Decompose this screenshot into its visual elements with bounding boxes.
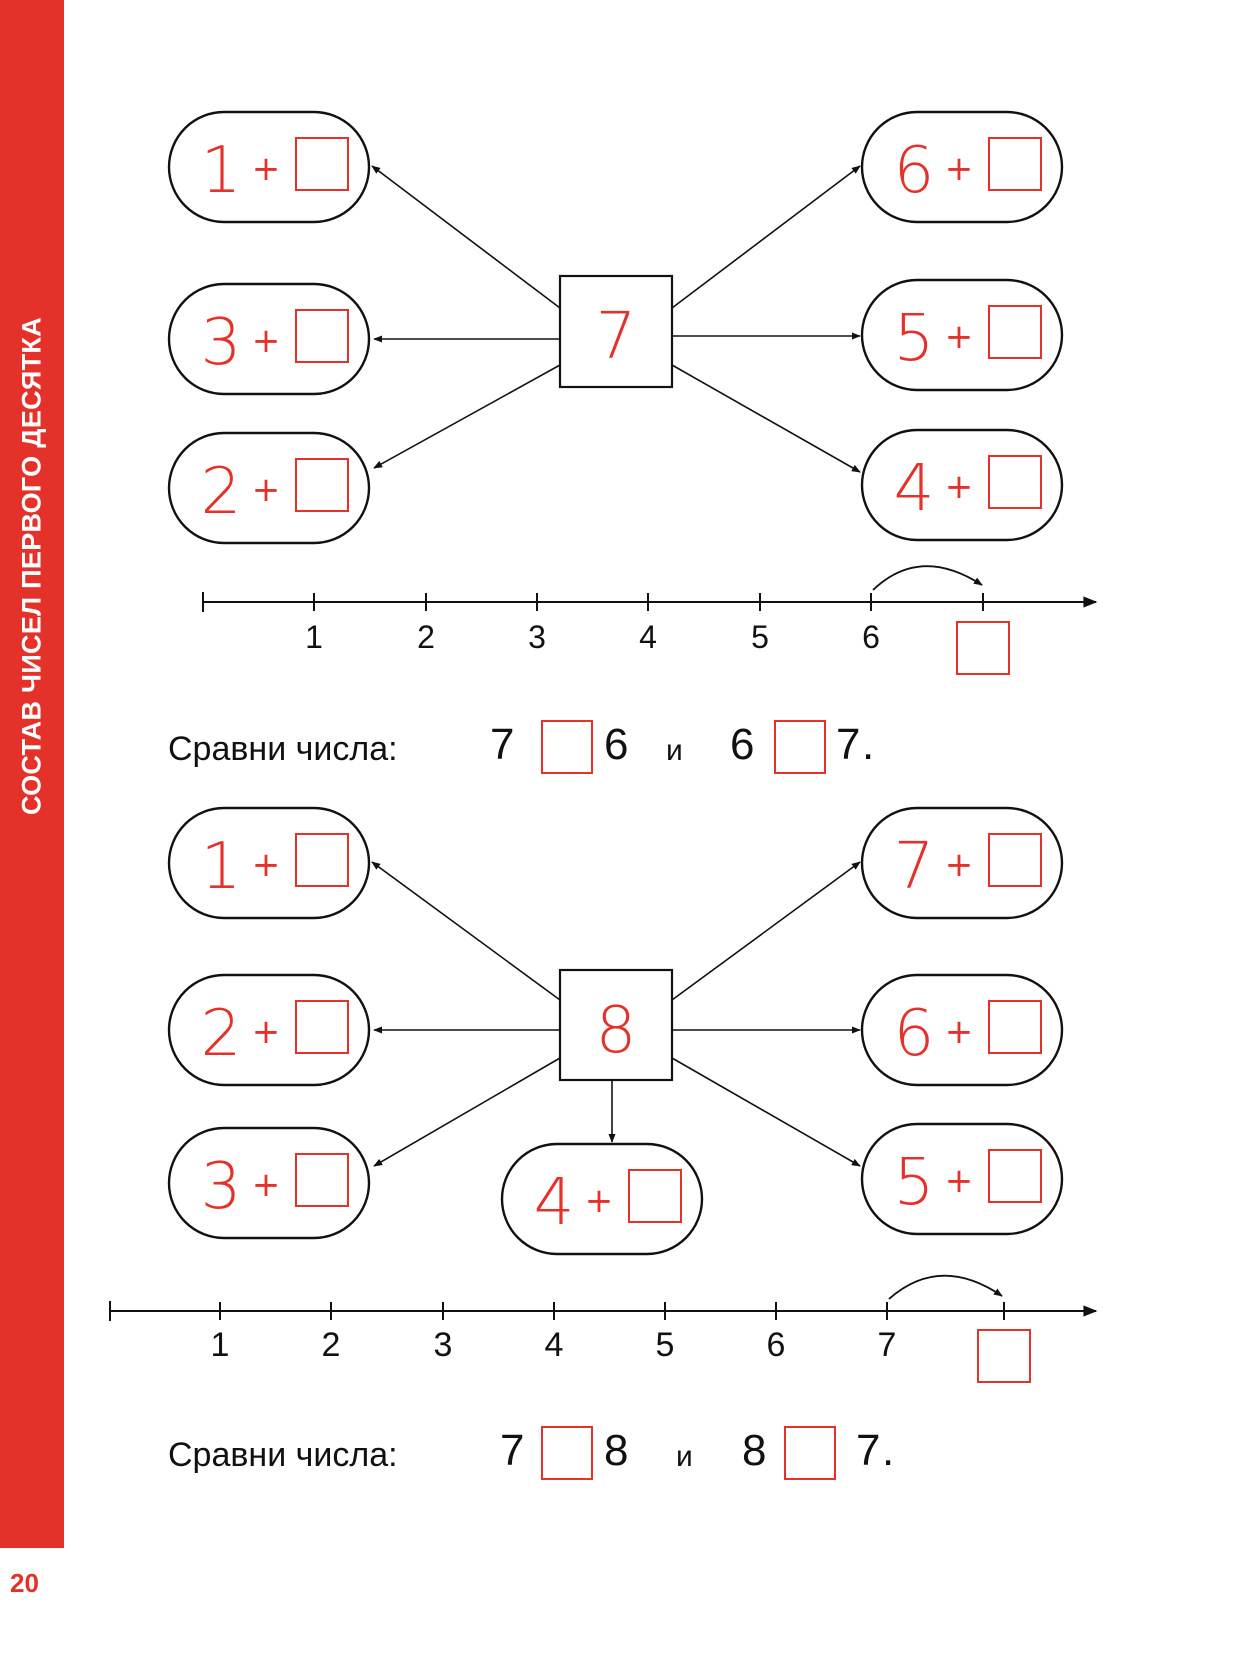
compare-label: Сравни числа: <box>168 730 398 768</box>
addend-pill <box>502 1144 702 1254</box>
tick-label: 3 <box>528 619 546 655</box>
center-number: 8 <box>595 994 637 1068</box>
page-number: 20 <box>10 1568 39 1598</box>
tick-label: 5 <box>655 1326 675 1364</box>
arrow <box>672 862 860 1000</box>
section-2-diagram <box>110 808 1096 1382</box>
answer-box[interactable] <box>296 138 348 190</box>
tick-label: 4 <box>544 1326 564 1364</box>
addend-pill <box>862 808 1062 918</box>
addend-digit: 5 <box>893 1146 935 1220</box>
plus-sign: + <box>251 470 281 510</box>
addend-pill <box>169 433 369 543</box>
tick-label: 5 <box>751 619 769 655</box>
tick-label: 7 <box>877 1326 897 1364</box>
compare-number: 7 <box>836 720 861 769</box>
tick-label: 3 <box>433 1326 453 1364</box>
compare-answer-box[interactable] <box>774 720 826 774</box>
addend-pill <box>862 280 1062 390</box>
tick-label: 2 <box>417 619 435 655</box>
compare-answer-box[interactable] <box>541 720 593 774</box>
addend-digit: 3 <box>200 1150 242 1224</box>
compare-number: 6 <box>604 720 629 769</box>
answer-box[interactable] <box>989 1150 1041 1202</box>
arrow <box>672 365 860 472</box>
tick-label: 1 <box>305 619 323 655</box>
addend-pill <box>169 112 369 222</box>
plus-sign: + <box>944 149 974 189</box>
addend-pill <box>169 1128 369 1238</box>
compare-number: 8 <box>742 1426 767 1475</box>
plus-sign: + <box>251 1012 281 1052</box>
plus-sign: + <box>944 317 974 357</box>
addend-pill <box>862 430 1062 540</box>
compare-label: Сравни числа: <box>168 1436 398 1474</box>
plus-sign: + <box>944 845 974 885</box>
answer-box[interactable] <box>296 310 348 362</box>
addend-digit: 7 <box>893 830 935 904</box>
arrow <box>672 1058 860 1166</box>
plus-sign: + <box>944 1012 974 1052</box>
number-line <box>110 1276 1096 1382</box>
addend-digit: 6 <box>893 997 935 1071</box>
plus-sign: + <box>251 1165 281 1205</box>
jump-arrow <box>873 566 982 590</box>
arrow <box>372 166 560 308</box>
addend-digit: 4 <box>533 1166 575 1240</box>
plus-sign: + <box>944 1161 974 1201</box>
addend-digit: 2 <box>200 997 242 1071</box>
answer-box[interactable] <box>989 456 1041 508</box>
plus-sign: + <box>251 149 281 189</box>
answer-box[interactable] <box>989 306 1041 358</box>
tick-label: 2 <box>321 1326 341 1364</box>
addend-digit: 2 <box>200 455 242 529</box>
number-line <box>203 566 1096 674</box>
compare-number: 8 <box>604 1426 629 1475</box>
section-1-diagram <box>169 112 1096 674</box>
answer-box[interactable] <box>629 1170 681 1222</box>
center-number: 7 <box>595 300 637 374</box>
addend-digit: 3 <box>200 306 242 380</box>
addend-pill <box>169 284 369 394</box>
plus-sign: + <box>251 321 281 361</box>
period: . <box>862 720 875 769</box>
addend-pill <box>862 112 1062 222</box>
addend-digit: 4 <box>893 452 935 526</box>
answer-box[interactable] <box>296 1154 348 1206</box>
sidebar-title: СОСТАВ ЧИСЕЛ ПЕРВОГО ДЕСЯТКА <box>16 317 47 815</box>
compare-answer-box[interactable] <box>541 1426 593 1480</box>
answer-box[interactable] <box>296 834 348 886</box>
addend-digit: 6 <box>893 134 935 208</box>
addend-pill <box>862 975 1062 1085</box>
jump-arrow <box>889 1276 1002 1299</box>
answer-box[interactable] <box>978 1330 1030 1382</box>
answer-box[interactable] <box>296 459 348 511</box>
tick-label: 6 <box>766 1326 786 1364</box>
addend-digit: 1 <box>200 134 242 208</box>
addend-pill <box>169 975 369 1085</box>
answer-box[interactable] <box>989 834 1041 886</box>
conjunction: и <box>666 734 683 767</box>
period: . <box>882 1426 895 1475</box>
answer-box[interactable] <box>989 138 1041 190</box>
answer-box[interactable] <box>957 622 1009 674</box>
arrow <box>374 365 560 468</box>
addend-pill <box>169 808 369 918</box>
compare-number: 6 <box>730 720 755 769</box>
answer-box[interactable] <box>989 1001 1041 1053</box>
plus-sign: + <box>584 1181 614 1221</box>
compare-answer-box[interactable] <box>784 1426 836 1480</box>
plus-sign: + <box>944 467 974 507</box>
tick-label: 4 <box>639 619 657 655</box>
arrow <box>672 166 860 308</box>
addend-digit: 5 <box>893 302 935 376</box>
addend-digit: 1 <box>200 830 242 904</box>
addend-pill <box>862 1124 1062 1234</box>
compare-number: 7 <box>490 720 515 769</box>
compare-number: 7 <box>500 1426 525 1475</box>
arrow <box>372 862 560 1000</box>
compare-number: 7 <box>856 1426 881 1475</box>
tick-label: 6 <box>862 619 880 655</box>
tick-label: 1 <box>210 1326 230 1364</box>
plus-sign: + <box>251 845 281 885</box>
conjunction: и <box>676 1440 693 1473</box>
answer-box[interactable] <box>296 1001 348 1053</box>
